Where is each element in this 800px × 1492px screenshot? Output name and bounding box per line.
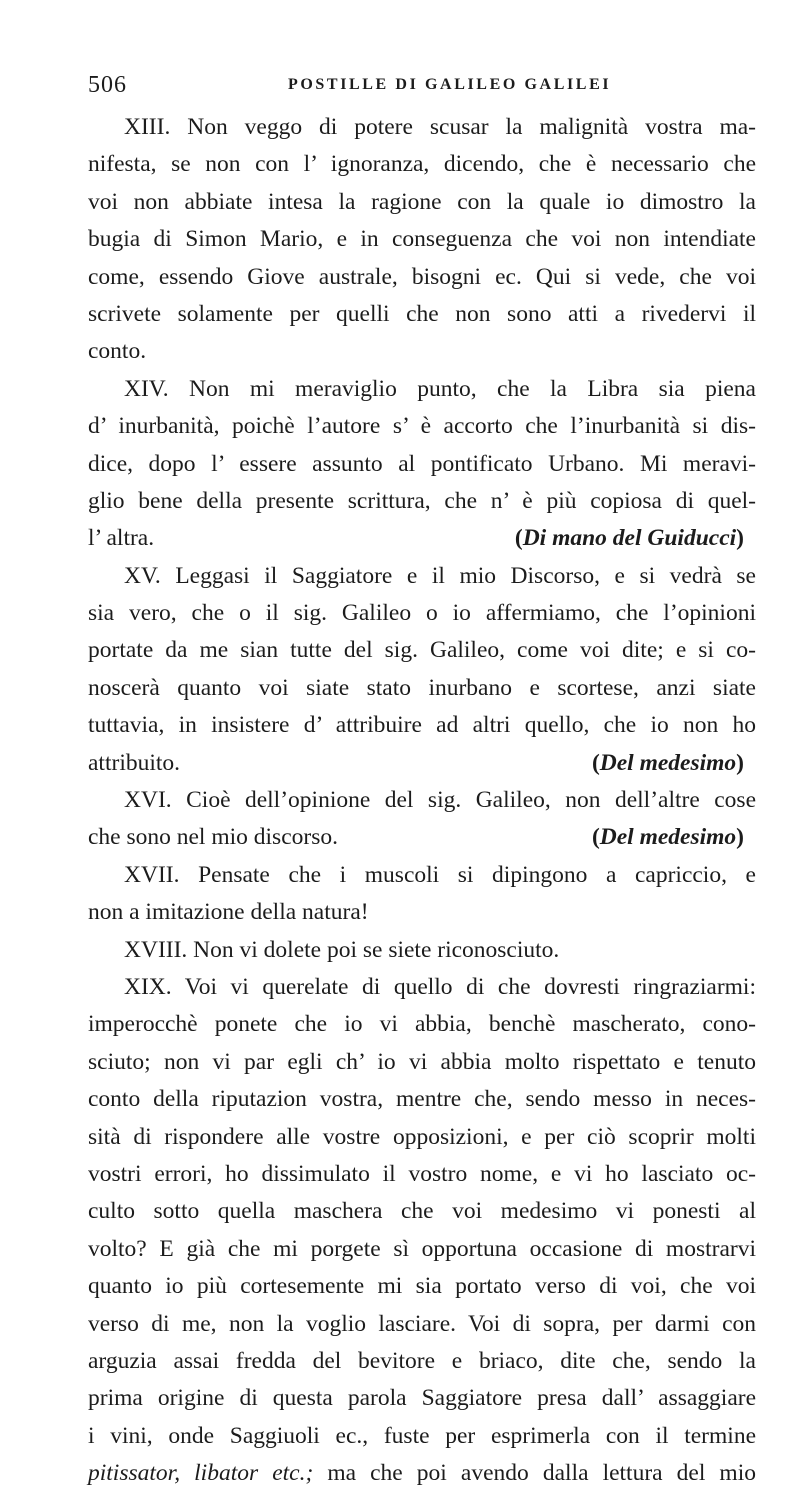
attribution-note: (Del medesimo) (591, 824, 744, 851)
text-line (88, 819, 756, 856)
text-line: XVIII. Non vi dolete poi se siete riconosciuto. (124, 936, 560, 963)
text-line: tuttavia, in insistere d’ attribuire ad altri quello, che io non ho (88, 712, 756, 739)
text-line-content: ma che poi avendo dalla lettura del mio (313, 1460, 756, 1487)
text-line-content: attribuito. (88, 749, 181, 776)
paragraph-xiii (88, 109, 756, 371)
text-line: culto sotto quella maschera che voi medesimo vi ponesti al (88, 1198, 756, 1225)
text-line (88, 745, 756, 782)
text-line: XV. Leggasi il Saggiatore e il mio Discorso, e si vedrà se (124, 562, 756, 589)
text-line: glio bene della presente scrittura, che n’ è più copiosa di quel- (88, 487, 756, 514)
paragraph-xix (88, 969, 756, 1492)
text-line: imperocchè ponete che io vi abbia, benchè mascherato, cono- (88, 1011, 756, 1038)
text-line: prima origine di questa parola Saggiatore presa dall’ assaggiare (88, 1385, 756, 1412)
attribution-text: Del medesimo (599, 749, 737, 776)
text-line: XVI. Cioè dell’opinione del sig. Galileo, non dell’altre cose (124, 787, 756, 814)
text-line: vostri errori, ho dissimulato il vostro nome, e vi ho lasciato oc- (88, 1160, 756, 1187)
paragraph-xviii (88, 932, 756, 969)
page-header (88, 72, 748, 102)
text-line: conto. (88, 338, 147, 365)
attribution-text: Del medesimo (599, 824, 737, 851)
text-line: scrivete solamente per quelli che non sono atti a rivedervi il (88, 300, 756, 327)
text-line: sità di rispondere alle vostre opposizioni, e per ciò scoprir molti (88, 1123, 756, 1150)
text-line: non a imitazione della natura! (88, 899, 369, 926)
text-line: portate da me sian tutte del sig. Galileo, come voi dite; e si co- (88, 637, 756, 664)
text-line: i vini, onde Saggiuoli ec., fuste per esprimerla con il termine (88, 1422, 756, 1449)
text-line: noscerà quanto voi siate stato inurbano e scortese, anzi siate (88, 674, 756, 701)
running-head: POSTILLE DI GALILEO GALILEI (288, 76, 612, 93)
page-number: 506 (88, 72, 127, 98)
text-line: XIV. Non mi meraviglio punto, che la Libra sia piena (124, 375, 756, 402)
text-line: bugia di Simon Mario, e in conseguenza che voi non intendiate (88, 226, 756, 253)
text-line: verso di me, non la voglio lasciare. Voi di sopra, per darmi con (88, 1310, 756, 1337)
text-line: voi non abbiate intesa la ragione con la quale io dimostro la (88, 188, 756, 215)
text-line (88, 520, 756, 557)
attribution-note: (Del medesimo) (591, 749, 744, 776)
text-line: quanto io più cortesemente mi sia portato verso di voi, che voi (88, 1273, 756, 1300)
text-line: XVII. Pensate che i muscoli si dipingono a capriccio, e (124, 861, 756, 888)
latin-terms: pitissator, libator etc.; (88, 1460, 314, 1487)
text-line: dice, dopo l’ essere assunto al pontificato Urbano. Mi meravi- (88, 450, 756, 477)
paragraph-xvii (88, 857, 756, 932)
text-line: volto? E già che mi porgete sì opportuna occasione di mostrarvi (88, 1235, 756, 1262)
attribution-text: Di mano del Guiducci (522, 525, 737, 552)
text-line: sciuto; non vi par egli ch’ io vi abbia molto rispettato e tenuto (88, 1048, 756, 1075)
text-line (88, 1455, 756, 1492)
body-text (88, 109, 756, 1492)
text-line: sia vero, che o il sig. Galileo o io affermiamo, che l’opinioni (88, 600, 756, 627)
text-line: come, essendo Giove australe, bisogni ec. Qui si vede, che voi (88, 263, 756, 290)
text-line-content: che sono nel mio discorso. (88, 824, 338, 851)
text-line: arguzia assai fredda del bevitore e briaco, dite che, sendo la (88, 1347, 756, 1374)
attribution-note: (Di mano del Guiducci) (514, 525, 744, 552)
paragraph-xvi (88, 782, 756, 857)
text-line: XIX. Voi vi querelate di quello di che dovresti ringraziarmi: (124, 973, 756, 1000)
text-line-content: l’ altra. (88, 525, 155, 552)
paragraph-xiv (88, 371, 756, 558)
paragraph-xv (88, 558, 756, 782)
text-line: nifesta, se non con l’ ignoranza, dicendo, che è necessario che (88, 151, 756, 178)
text-line: XIII. Non veggo di potere scusar la malignità vostra ma- (124, 114, 756, 140)
text-line: d’ inurbanità, poichè l’autore s’ è accorto che l’inurbanità si dis- (88, 413, 756, 440)
text-line: conto della riputazion vostra, mentre che, sendo messo in neces- (88, 1086, 756, 1113)
